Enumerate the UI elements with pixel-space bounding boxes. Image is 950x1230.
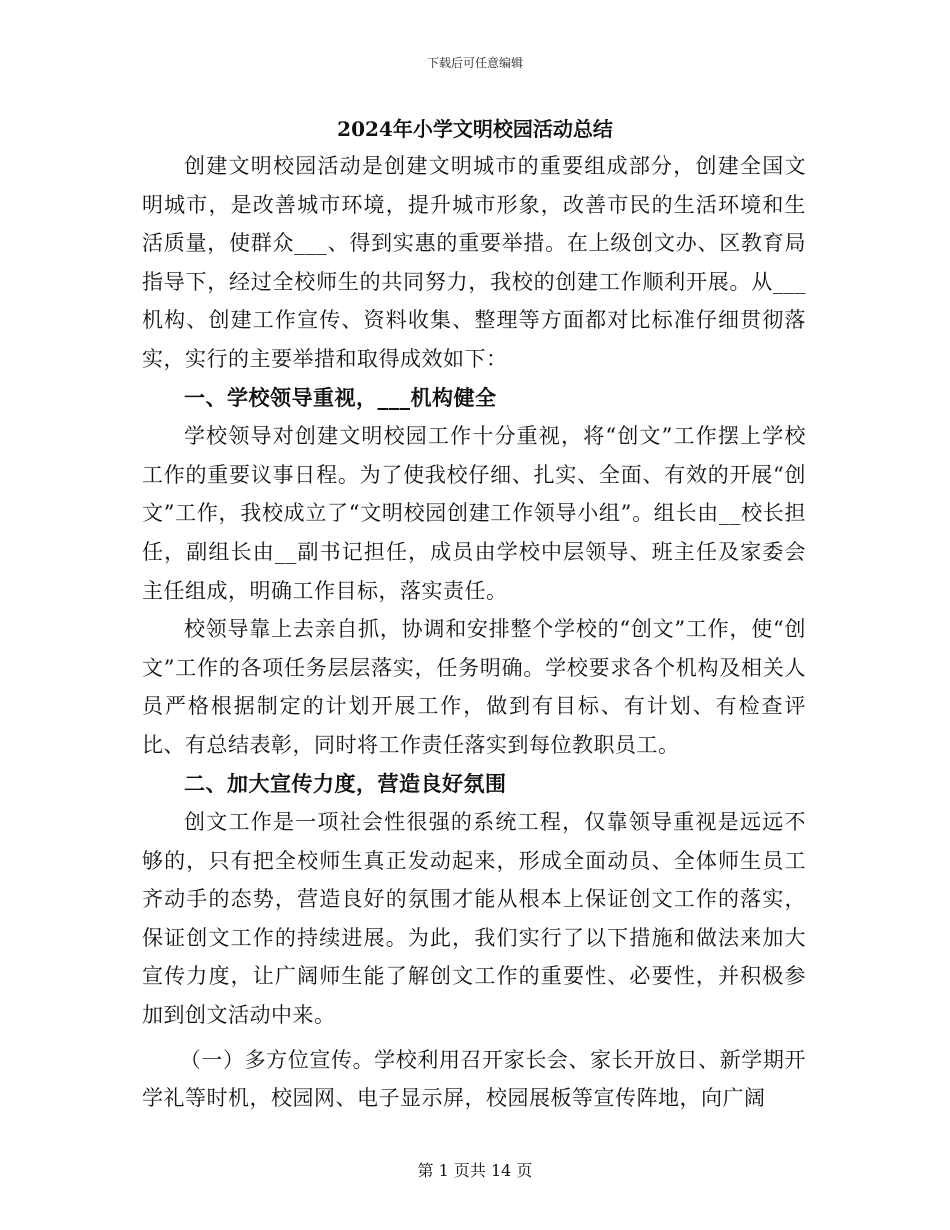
section-1-paragraph-2: 校领导靠上去亲自抓，协调和安排整个学校的“创文”工作，使“创文”工作的各项任务层层落实，任务明确。学校要求各个机构及相关人员严格根据制定的计划开展工作，做到有目标、有计划、有检查评比、有总结表彰，同时将工作责任落实到每位教职员工。	[142, 617, 806, 757]
document-body	[142, 147, 806, 1118]
section-1-paragraph-1: 学校领导对创建文明校园工作十分重视，将“创文”工作摆上学校工作的重要议事日程。为了使我校仔细、扎实、全面、有效的开展“创文”工作，我校成立了“文明校园创建工作领导小组”。组长由__校长担任，副组长由__副书记担任，成员由学校中层领导、班主任及家委会主任组成，明确工作目标，落实责任。	[142, 424, 806, 603]
section-heading-1: 一、学校领导重视，___机构健全	[184, 384, 497, 410]
intro-paragraph: 创建文明校园活动是创建文明城市的重要组成部分，创建全国文明城市，是改善城市环境，提升城市形象，改善市民的生活环境和生活质量，使群众___、得到实惠的重要举措。在上级创文办、区教育局指导下，经过全校师生的共同努力，我校的创建工作顺利开展。从___机构、创建工作宣传、资料收集、整理等方面都对比标准仔细贯彻落实，实行的主要举措和取得成效如下：	[142, 154, 806, 371]
page-number: 第 1 页共 14 页	[417, 1161, 533, 1180]
header-note: 下载后可任意编辑	[426, 56, 523, 70]
document-title: 2024年小学文明校园活动总结	[337, 117, 613, 141]
section-2-item-1: （一）多方位宣传。学校利用召开家长会、家长开放日、新学期开学礼等时机，校园网、电子显示屏，校园展板等宣传阵地，向广阔	[142, 1047, 806, 1111]
section-heading-2: 二、加大宣传力度，营造良好氛围	[184, 770, 507, 796]
section-2-paragraph-1: 创文工作是一项社会性很强的系统工程，仅靠领导重视是远远不够的，只有把全校师生真正发动起来，形成全面动员、全体师生员工齐动手的态势，营造良好的氛围才能从根本上保证创文工作的落实，保证创文工作的持续进展。为此，我们实行了以下措施和做法来加大宣传力度，让广阔师生能了解创文工作的重要性、必要性，并积极参加到创文活动中来。	[142, 810, 806, 1028]
